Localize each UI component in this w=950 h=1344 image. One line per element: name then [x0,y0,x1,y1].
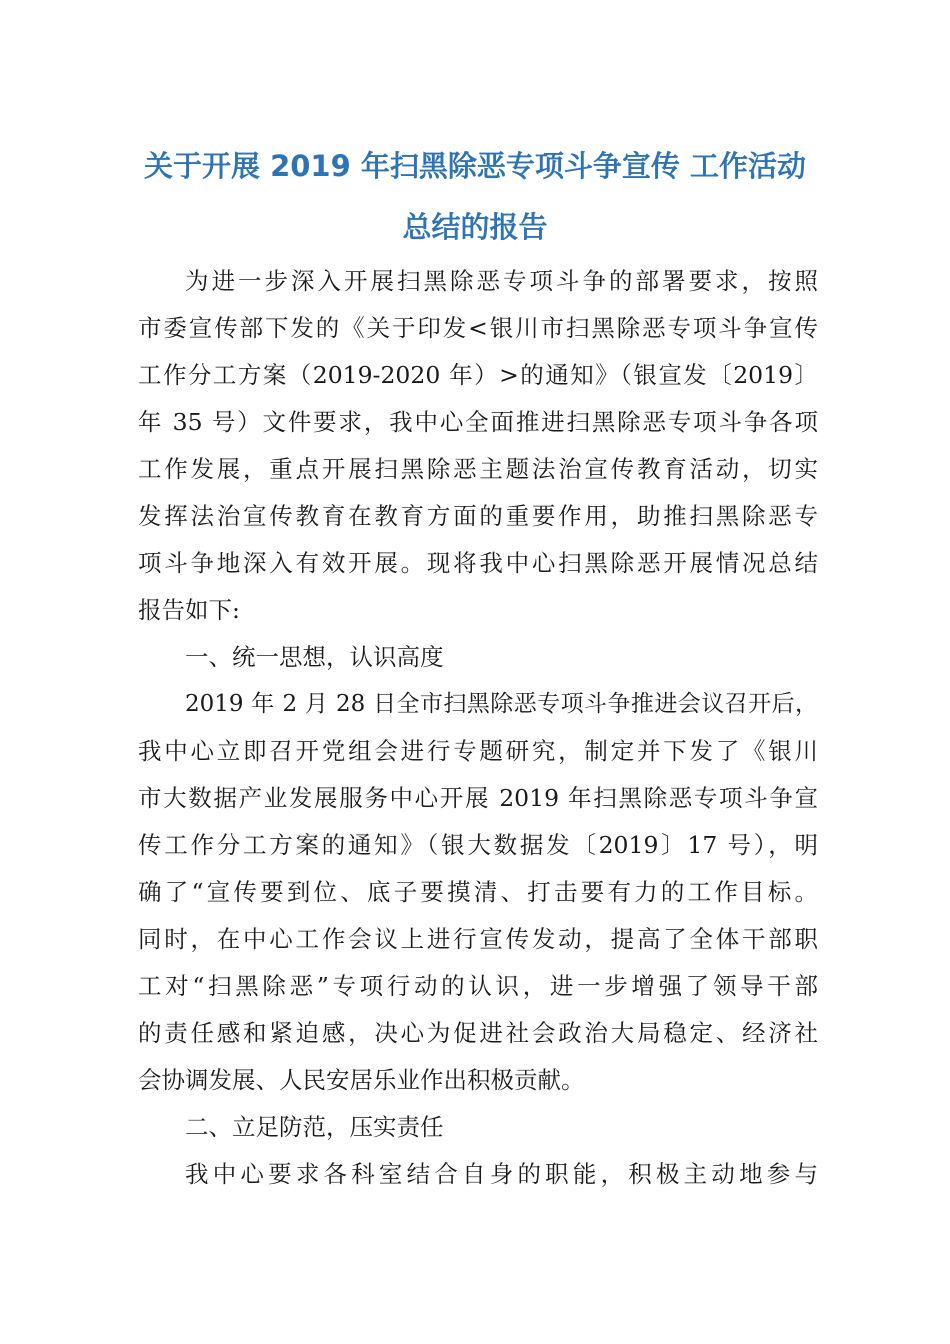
paragraph-line: 年 35 号）文件要求，我中心全面推进扫黑除恶专项斗争各项 [138,408,818,436]
paragraph-line: 确了“宣传要到位、底子要摸清、打击要有力的工作目标。 [138,878,818,906]
paragraph-line: 2019 年 2 月 28 日全市扫黑除恶专项斗争推进会议召开后， [185,691,818,717]
paragraph-line: 传工作分工方案的通知》（银大数据发〔2019〕17 号），明 [138,831,818,859]
section-heading-2: 二、立足防范，压实责任 [185,1113,444,1141]
paragraph-line: 市大数据产业发展服务中心开展 2019 年扫黑除恶专项斗争宣 [138,784,818,812]
paragraph-line: 的责任感和紧迫感，决心为促进社会政治大局稳定、经济社 [138,1019,818,1047]
paragraph-line: 报告如下: [138,596,240,624]
paragraph-line: 项斗争地深入有效开展。现将我中心扫黑除恶开展情况总结 [138,549,818,577]
document-title-line-2: 总结的报告 [402,210,548,244]
paragraph-line: 市委宣传部下发的《关于印发<银川市扫黑除恶专项斗争宣传 [138,314,818,342]
paragraph-line: 发挥法治宣传教育在教育方面的重要作用，助推扫黑除恶专 [138,502,818,530]
document-title-line-1: 关于开展 2019 年扫黑除恶专项斗争宣传 工作活动 [143,149,806,183]
paragraph-line: 我中心立即召开党组会进行专题研究，制定并下发了《银川 [138,737,818,765]
document-body [138,258,818,1198]
paragraph-line: 我中心要求各科室结合自身的职能，积极主动地参与 [185,1160,818,1188]
paragraph-line: 工对“扫黑除恶”专项行动的认识，进一步增强了领导干部 [138,972,818,1000]
paragraph-line: 会协调发展、人民安居乐业作出积极贡献。 [138,1066,585,1094]
paragraph-line: 工作发展，重点开展扫黑除恶主题法治宣传教育活动，切实 [138,455,818,483]
paragraph-line: 工作分工方案（2019-2020 年）>的通知》（银宣发〔2019〕 [138,361,818,389]
section-heading-1: 一、统一思想，认识高度 [185,643,444,671]
paragraph-line: 为进一步深入开展扫黑除恶专项斗争的部署要求，按照 [185,267,818,295]
paragraph-line: 同时，在中心工作会议上进行宣传发动，提高了全体干部职 [138,925,818,953]
